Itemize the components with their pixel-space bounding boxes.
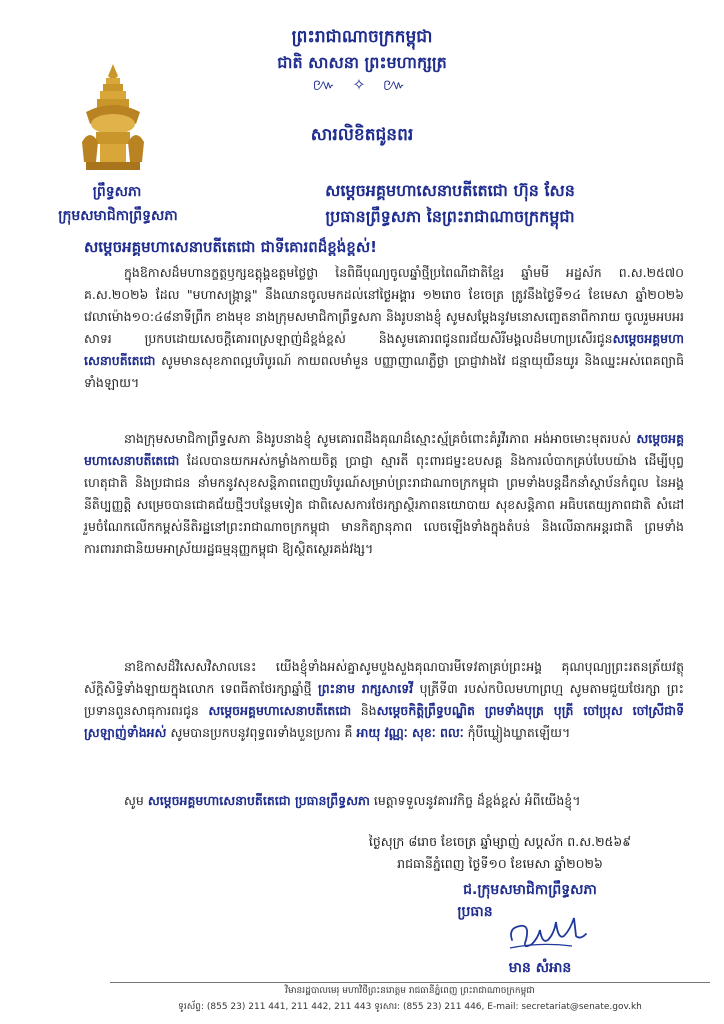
p1-emphasis: សម្តេចអគ្គមហាសេនាបតីតេជោ bbox=[84, 331, 684, 368]
p1-text-c: សូមមានសុខភាពល្អបរិបូរណ៍ កាយពលមាំមួន បញ្ញាញាណភ្លឺថ្លា ប្រាជ្ញាវាងវៃ ជន្មាយុយឺនយូរ និងឈ្នះអស់ពេគព្យាធិទាំងឡាយ។ bbox=[84, 353, 684, 390]
p3-emphasis-blessings: អាយុ វណ្ណៈ សុខៈ ពលៈ bbox=[356, 725, 464, 740]
ornament-divider: ៚ ✧ ៚ bbox=[312, 75, 412, 94]
lunar-date: ថ្ងៃសុក្រ ៨រោច ខែចេត្រ ឆ្នាំម្សាញ់ សប្តស័ក ព.ស.២៥៦៩ bbox=[368, 834, 632, 849]
body-paragraph-2 bbox=[84, 428, 684, 560]
p2-emphasis: សម្តេចអគ្គមហាសេនាបតីតេជោ bbox=[84, 431, 684, 468]
p3-text-j: កុំបីឃ្លៀងឃ្លាតឡើយ។ bbox=[463, 725, 571, 740]
body-paragraph-4 bbox=[84, 790, 684, 812]
place-date: រាជធានីភ្នំពេញ ថ្ងៃទី១០ ខែមេសា ឆ្នាំ២០២៦ bbox=[397, 856, 603, 871]
p4-emphasis: សម្តេចអគ្គមហាសេនាបតីតេជោ ប្រធានព្រឹទ្ធសភា bbox=[147, 793, 370, 808]
sender-org-line-2: ក្រុមសមាជិកាព្រឹទ្ធសភា bbox=[58, 208, 178, 224]
p2-text-a: នាងក្រុមសមាជិកាព្រឹទ្ធសភា និងរូបនាងខ្ញុំ សូមគោរពដឹងគុណដ៏ស្មោះស្ម័គ្រចំពោះគំរូវីរភាព អង់អាចមោះមុតរបស់ bbox=[124, 431, 637, 446]
senate-emblem-icon bbox=[78, 62, 148, 174]
nation-line-1: ព្រះរាជាណាចក្រកម្ពុជា bbox=[291, 27, 433, 47]
handwritten-signature bbox=[500, 910, 590, 956]
signer-name: មាន សំអាន bbox=[508, 960, 572, 976]
p4-text-a: សូម bbox=[124, 793, 148, 808]
signer-role: ប្រធាន bbox=[457, 904, 493, 920]
footer-divider bbox=[110, 982, 710, 983]
p3-emphasis-family: ព្រមទាំងបុត្រ បុត្រី ចៅប្រុស ចៅស្រីជាទីស្រឡាញ់ទាំងអស់ bbox=[84, 703, 685, 740]
document-type-title: សារលិខិតជូនពរ bbox=[310, 125, 414, 145]
p3-emphasis-deity: ព្រះនាម រាក្សសាទេវី bbox=[318, 681, 414, 696]
salutation: សម្តេចអគ្គមហាសេនាបតីតេជោ ជាទីគោរពដ៏ខ្ពង់ខ្ពស់! bbox=[84, 238, 377, 256]
sender-org-line-1: ព្រឹទ្ធសភា bbox=[92, 184, 142, 200]
recipient-line-2: ប្រធានព្រឹទ្ធសភា នៃព្រះរាជាណាចក្រកម្ពុជា bbox=[325, 207, 575, 226]
on-behalf-line: ជ.ក្រុមសមាជិកាព្រឹទ្ធសភា bbox=[463, 882, 597, 898]
recipient-line-1: សម្តេចអគ្គមហាសេនាបតីតេជោ ហ៊ុន សែន bbox=[325, 181, 575, 200]
p3-text-e: និង bbox=[351, 703, 377, 718]
p3-text-a: នាឱកាសដ៏វិសេសវិសាលនេះ យើងខ្ញុំទាំងអស់គ្នាសូមបួងសួងគុណបារមីទេវតាគ្រប់ព្រះអង្គ គុណបុណ្យព្រះរតនត្រ័យវត្ថុស័ក្តិសិទ្ធិទាំងឡាយក្នុងលោក ទេពធីតាថែរក្សាឆ្នាំថ្មី bbox=[84, 659, 684, 696]
footer-contact: ទូរស័ព្ទ: (855 23) 211 441, 211 442, 211 443 ទូរសារ: (855 23) 211 446, E-mail: secretariat@senate.gov.kh bbox=[178, 1002, 642, 1012]
nation-line-2: ជាតិ សាសនា ព្រះមហាក្សត្រ bbox=[277, 53, 447, 72]
body-paragraph-1 bbox=[84, 262, 684, 394]
p1-text-a: ក្នុងឱកាសដ៏មហានក្ខត្តឫក្សឧត្តុង្គឧត្តមថ្លៃថ្លា នៃពិធីបុណ្យចូលឆ្នាំថ្មីប្រពៃណីជាតិខ្មែរ ឆ្នាំមមី អដ្ឋស័ក ព.ស.២៥៧០ គ.ស.២០២៦ ដែល "មហាសង្ក្រាន្ត" នឹងឈានចូលមកដល់នៅថ្ងៃអង្គារ ១២រោច ខែចេត្រ ត្រូវនឹងថ្ងៃទី១៤ ខែមេសា ឆ្នាំ២០២៦ វេលាម៉ោង១០:៤៨នាទីព្រឹក ខាងមុខ នាងក្រុមសមាជិកាព្រឹទ្ធសភា និងរូបនាងខ្ញុំ សូមសម្តែងនូវមនោសញ្ចេតនាពីការាយ ចូលរួមអបអរសាទរ ប្រកបដោយសេចក្តីគោរពស្រឡាញ់ដ៏ខ្ពង់ខ្ពស់ និងសូមគោរពជូនពរជ័យសិរីមង្គលដ៏មហាប្រសើរជូន bbox=[84, 265, 684, 346]
p2-text-c: ដែលបានយកអស់កម្លាំងកាយចិត្ត ប្រាជ្ញា ស្មារតី ពុះពារជម្នះឧបសគ្គ និងការលំបាកគ្រប់បែបយ៉ាង ដើម្បីបុព្វហេតុជាតិ និងប្រជាជន នាំមកនូវសុខសន្តិភាពពេញបរិបូរណ៍សម្រាប់ព្រះរាជាណាចក្រកម្ពុជា ព្រមទាំងបន្តដឹកនាំស្ថាប័នកំពូល នៃអង្គនីតិប្បញ្ញត្តិ សម្រេចបានជោគជ័យថ្មីៗបន្ថែមទៀត ជាពិសេសការថែរក្សាស្ថិរភាពនយោបាយ សុខសន្តិភាព អធិបតេយ្យភាពជាតិ សំដៅរួមចំណែកលើកកម្ពស់នីតិរដ្ឋនៅព្រះរាជាណាចក្រកម្ពុជា មានកិត្យានុភាព លេចឡើងទាំងក្នុងតំបន់ និងលើឆាកអន្តរជាតិ ព្រមទាំងការពាររាជានិយមអាស្រ័យរដ្ឋធម្មនុញ្ញកម្ពុជា ឱ្យស្ថិតស្ថេរគង់វង្ស។ bbox=[84, 453, 684, 556]
p3-emphasis-spouse: សម្តេចកិត្តិព្រឹទ្ធបណ្ឌិត bbox=[376, 703, 475, 718]
p3-text-c: បុត្រីទី៣ របស់កបិលមហាព្រហ្ម សូមតាមជួយថែរក្សា ព្រះប្រទានពួនសាធុការពរជូន bbox=[84, 681, 685, 718]
p4-text-c: មេត្តាទទួលនូវគារវកិច្ច ដ៏ខ្ពង់ខ្ពស់ អំពីយើងខ្ញុំ។ bbox=[369, 793, 581, 808]
footer-address: វិមានរដ្ឋបាលមេរុ មហាវិថីព្រះនរោត្តម រាជធានីភ្នំពេញ ព្រះរាជាណាចក្រកម្ពុជា bbox=[285, 986, 535, 996]
p3-text-h: សូមបានប្រកបនូវពុទ្ធពរទាំងបួនប្រការ គឺ bbox=[166, 725, 357, 740]
p3-emphasis-title: សម្តេចអគ្គមហាសេនាបតីតេជោ bbox=[208, 703, 352, 718]
body-paragraph-3 bbox=[84, 656, 684, 744]
